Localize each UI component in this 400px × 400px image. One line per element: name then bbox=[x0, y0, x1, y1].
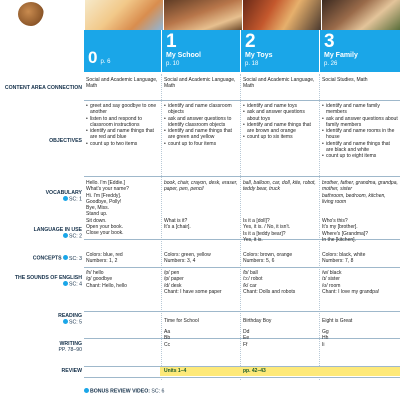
unit-0-page: p. 6 bbox=[100, 59, 111, 65]
vocabulary-cell-unit-3 bbox=[322, 180, 398, 205]
objective-item: • ask and answer questions about family members bbox=[322, 116, 398, 129]
unit-2-title: My Toys bbox=[245, 52, 273, 59]
unit-1-page: p. 10 bbox=[166, 61, 180, 67]
language-line: Is it a [doll]? bbox=[243, 218, 270, 224]
sounds-line: /p/ paper bbox=[164, 276, 184, 283]
column-divider bbox=[319, 74, 320, 380]
sounds-cell-unit-0 bbox=[86, 270, 159, 289]
unit-2-page: p. 18 bbox=[245, 61, 259, 67]
vocabulary-label bbox=[0, 190, 82, 203]
language-line: In the [kitchen]. bbox=[322, 236, 356, 243]
vocabulary-label-text: VOCABULARY bbox=[45, 190, 82, 196]
sounds-cell-unit-3 bbox=[322, 270, 398, 295]
content-cell-unit-2 bbox=[243, 77, 317, 90]
objective-item: • count up to six items bbox=[243, 134, 317, 140]
vocabulary-line: brother, father, grandma, grandpa, mother, sister bbox=[322, 180, 398, 193]
row-divider bbox=[84, 311, 400, 312]
row-divider bbox=[84, 100, 400, 101]
concepts-cell-unit-2 bbox=[243, 252, 317, 265]
objective-item: • ask and answer questions about toys bbox=[243, 109, 317, 122]
objective-item: • count up to eight items bbox=[322, 153, 398, 159]
concepts-line: Numbers: 3, 4 bbox=[164, 258, 196, 265]
writing-line: Ff bbox=[243, 341, 248, 348]
vocabulary-line: ball, balloon, car, doll, kite, robot, teddy bear, truck bbox=[243, 180, 316, 193]
objectives-list bbox=[322, 103, 398, 160]
video-icon bbox=[84, 388, 89, 393]
vocabulary-sc-link[interactable]: SC: 1 bbox=[0, 196, 82, 203]
vocabulary-line: Sit down. bbox=[86, 217, 107, 224]
bonus-review-video[interactable]: BONUS REVIEW VIDEO: SC: 6 bbox=[84, 388, 164, 395]
objective-item: • ask and answer questions to identify classroom objects bbox=[164, 116, 238, 129]
reading-text: Time for School bbox=[164, 318, 199, 324]
language-label bbox=[0, 227, 82, 240]
review-pages: pp. 42–43 bbox=[243, 368, 266, 374]
objective-item: • count up to two items bbox=[86, 141, 159, 147]
objective-item: • identify and name things that are brown and orange bbox=[243, 122, 317, 135]
content-cell-unit-3 bbox=[322, 77, 398, 83]
concepts-line: Colors: blue, red bbox=[86, 252, 123, 258]
vocabulary-cell-unit-0 bbox=[86, 180, 159, 237]
objective-item: • identify and name things that are black and white bbox=[322, 141, 398, 154]
concepts-line: Numbers: 7, 8 bbox=[322, 258, 354, 265]
language-line: Yes, it is. bbox=[243, 236, 263, 243]
concepts-line: Numbers: 1, 2 bbox=[86, 258, 118, 265]
concepts-line: Colors: brown, orange bbox=[243, 252, 293, 258]
row-divider bbox=[84, 377, 400, 378]
unit-3-number: 3 bbox=[324, 31, 335, 52]
writing-cell-unit-2 bbox=[243, 329, 317, 348]
video-icon bbox=[63, 196, 68, 201]
video-icon bbox=[63, 281, 68, 286]
unit-0-number: 0 bbox=[88, 48, 98, 67]
video-icon bbox=[63, 255, 68, 260]
reading-sc-link[interactable]: SC: 5 bbox=[0, 319, 82, 326]
sounds-line: /ɪ/ sister bbox=[322, 276, 340, 283]
concepts-label bbox=[0, 255, 82, 262]
unit-0-header[interactable] bbox=[84, 30, 161, 72]
video-icon bbox=[63, 233, 68, 238]
objective-item: • greet and say goodbye to one another bbox=[86, 103, 159, 116]
language-line: Who's this? bbox=[322, 218, 348, 224]
language-line: Where's [Grandma]? bbox=[322, 230, 368, 237]
vocabulary-line: Bye, Miss. bbox=[86, 205, 110, 212]
objective-item: • identify and name family members bbox=[322, 103, 398, 116]
vocabulary-line: Hello. I'm [Eddie.] bbox=[86, 180, 126, 186]
concepts-cell-unit-0 bbox=[86, 252, 159, 265]
reading-text: Eight is Great bbox=[322, 318, 353, 324]
objectives-list bbox=[86, 103, 159, 147]
content-cell-unit-1 bbox=[164, 77, 238, 90]
sounds-cell-unit-1 bbox=[164, 270, 238, 295]
unit-0-photo bbox=[85, 0, 163, 30]
unit-3-header[interactable] bbox=[320, 30, 400, 72]
language-line: It's my [brother]. bbox=[322, 224, 358, 231]
writing-line: Aa bbox=[164, 329, 171, 335]
writing-label-text: WRITING bbox=[59, 341, 82, 347]
unit-3-photo bbox=[322, 0, 400, 30]
monkey-illustration bbox=[18, 2, 44, 26]
sounds-line: /p/ pen bbox=[164, 270, 180, 276]
concepts-line: Colors: green, yellow bbox=[164, 252, 211, 258]
content-cell-unit-0 bbox=[86, 77, 159, 90]
sounds-sc-link[interactable]: SC: 4 bbox=[0, 281, 82, 288]
language-line: What is it? bbox=[164, 218, 188, 224]
concepts-cell-unit-1 bbox=[164, 252, 238, 265]
sounds-line: Chant: Hello, hello bbox=[86, 282, 127, 289]
language-sc-link[interactable]: SC: 2 bbox=[0, 233, 82, 240]
concepts-line: Colors: black, white bbox=[322, 252, 366, 258]
column-divider bbox=[161, 74, 162, 380]
objectives-cell-unit-2 bbox=[243, 103, 317, 141]
reading-cell-unit-2 bbox=[243, 318, 317, 324]
sounds-line: /w/ black bbox=[322, 270, 342, 276]
review-label: REVIEW bbox=[61, 368, 82, 374]
writing-line: Hh bbox=[322, 335, 329, 342]
sounds-line: /g/ goodbye bbox=[86, 276, 113, 283]
reading-cell-unit-3 bbox=[322, 318, 398, 324]
writing-line: Gg bbox=[322, 329, 329, 335]
sounds-line: /d/ desk bbox=[164, 282, 182, 289]
sounds-line: /ʊ/ room bbox=[322, 282, 341, 289]
writing-line: Cc bbox=[164, 341, 171, 348]
unit-3-title: My Family bbox=[324, 52, 358, 59]
content-text: Social and Academic Language, Math bbox=[86, 77, 158, 90]
unit-1-number: 1 bbox=[166, 31, 177, 52]
writing-line: Dd bbox=[243, 329, 250, 335]
unit-1-header[interactable] bbox=[162, 30, 240, 72]
vocabulary-line: book, chair, crayon, desk, eraser, paper, pen, pencil bbox=[164, 180, 238, 193]
objective-item: • listen to and respond to classroom instructions bbox=[86, 116, 159, 129]
reading-label-text: READING bbox=[58, 313, 82, 319]
vocabulary-line: Hi. I'm [Freddy]. bbox=[86, 192, 122, 199]
sounds-line: Chant: I love my grandpa! bbox=[322, 288, 380, 295]
sounds-label-text: THE SOUNDS OF ENGLISH bbox=[14, 275, 82, 281]
language-line: It's a [chair]. bbox=[164, 224, 191, 231]
objective-item: • identify and name things that are red and blue bbox=[86, 128, 159, 141]
objective-item: • identify and name rooms in the house bbox=[322, 128, 398, 141]
writing-cell-unit-3 bbox=[322, 329, 398, 348]
content-area-label: CONTENT AREA CONNECTION bbox=[4, 85, 82, 91]
language-cell-unit-2 bbox=[243, 218, 317, 243]
reading-cell-unit-1 bbox=[164, 318, 238, 324]
sounds-line: /h/ hello bbox=[86, 270, 104, 276]
unit-2-number: 2 bbox=[245, 31, 256, 52]
vocabulary-line: bathroom, bedroom, kitchen, living room bbox=[322, 192, 386, 205]
objective-item: • identify and name toys bbox=[243, 103, 317, 109]
reading-label bbox=[0, 313, 82, 326]
language-line: Yes, it is. / No, it isn't. bbox=[243, 224, 291, 231]
writing-label bbox=[0, 341, 82, 354]
vocabulary-line: Goodbye, Polly! bbox=[86, 198, 122, 205]
writing-pages: PP. 78–90 bbox=[58, 347, 82, 354]
sounds-cell-unit-2 bbox=[243, 270, 317, 295]
unit-1-title: My School bbox=[166, 52, 202, 59]
video-icon bbox=[63, 319, 68, 324]
language-cell-unit-3 bbox=[322, 218, 398, 243]
sounds-line: /b/ ball bbox=[243, 270, 258, 276]
vocabulary-cell-unit-2 bbox=[243, 180, 317, 193]
writing-line: Ee bbox=[243, 335, 250, 342]
row-divider bbox=[84, 267, 400, 268]
unit-2-header[interactable] bbox=[241, 30, 319, 72]
vocabulary-line: What's your name? bbox=[86, 186, 129, 193]
content-text: Social and Academic Language, Math bbox=[164, 77, 236, 90]
concepts-label-text: CONCEPTS bbox=[32, 255, 62, 262]
language-label-text: LANGUAGE IN USE bbox=[33, 227, 82, 233]
objectives-list bbox=[243, 103, 317, 141]
row-divider bbox=[84, 176, 400, 177]
objectives-cell-unit-3 bbox=[322, 103, 398, 160]
unit-1-photo bbox=[164, 0, 242, 30]
concepts-cell-unit-3 bbox=[322, 252, 398, 265]
vocabulary-line: Open your book. bbox=[86, 224, 123, 231]
writing-cell-unit-1 bbox=[164, 329, 238, 348]
vocabulary-line: Stand up. bbox=[86, 211, 108, 218]
language-cell-unit-1 bbox=[164, 218, 238, 231]
column-divider bbox=[240, 74, 241, 380]
objectives-cell-unit-0 bbox=[86, 103, 159, 147]
unit-3-page: p. 26 bbox=[324, 61, 338, 67]
header-photo-strip bbox=[84, 0, 400, 30]
objectives-label: OBJECTIVES bbox=[49, 138, 82, 144]
vocabulary-line: Close your book. bbox=[86, 230, 124, 237]
objectives-list bbox=[164, 103, 238, 147]
objectives-cell-unit-1 bbox=[164, 103, 238, 147]
sounds-line: /ɔ:/ robot bbox=[243, 276, 263, 283]
sounds-line: /k/ car bbox=[243, 282, 257, 289]
content-text: Social Studies, Math bbox=[322, 77, 368, 83]
objective-item: • identify and name classroom objects bbox=[164, 103, 238, 116]
sounds-line: Chant: Dolls and robots bbox=[243, 288, 296, 295]
writing-line: Bb bbox=[164, 335, 171, 342]
vocabulary-cell-unit-1 bbox=[164, 180, 238, 193]
unit-2-photo bbox=[243, 0, 321, 30]
content-text: Social and Academic Language, Math bbox=[243, 77, 315, 90]
objective-item: • identify and name things that are green and yellow bbox=[164, 128, 238, 141]
reading-text: Birthday Boy bbox=[243, 318, 272, 324]
sounds-label bbox=[0, 275, 82, 288]
concepts-sc-link[interactable]: SC: 3 bbox=[63, 256, 82, 262]
review-units: Units 1–4 bbox=[164, 368, 187, 374]
concepts-line: Numbers: 5, 6 bbox=[243, 258, 275, 265]
language-line: Is it a [teddy bear]? bbox=[243, 230, 286, 237]
objective-item: • count up to four items bbox=[164, 141, 238, 147]
sounds-line: Chant: I have some paper bbox=[164, 288, 222, 295]
writing-line: Ii bbox=[322, 341, 325, 348]
